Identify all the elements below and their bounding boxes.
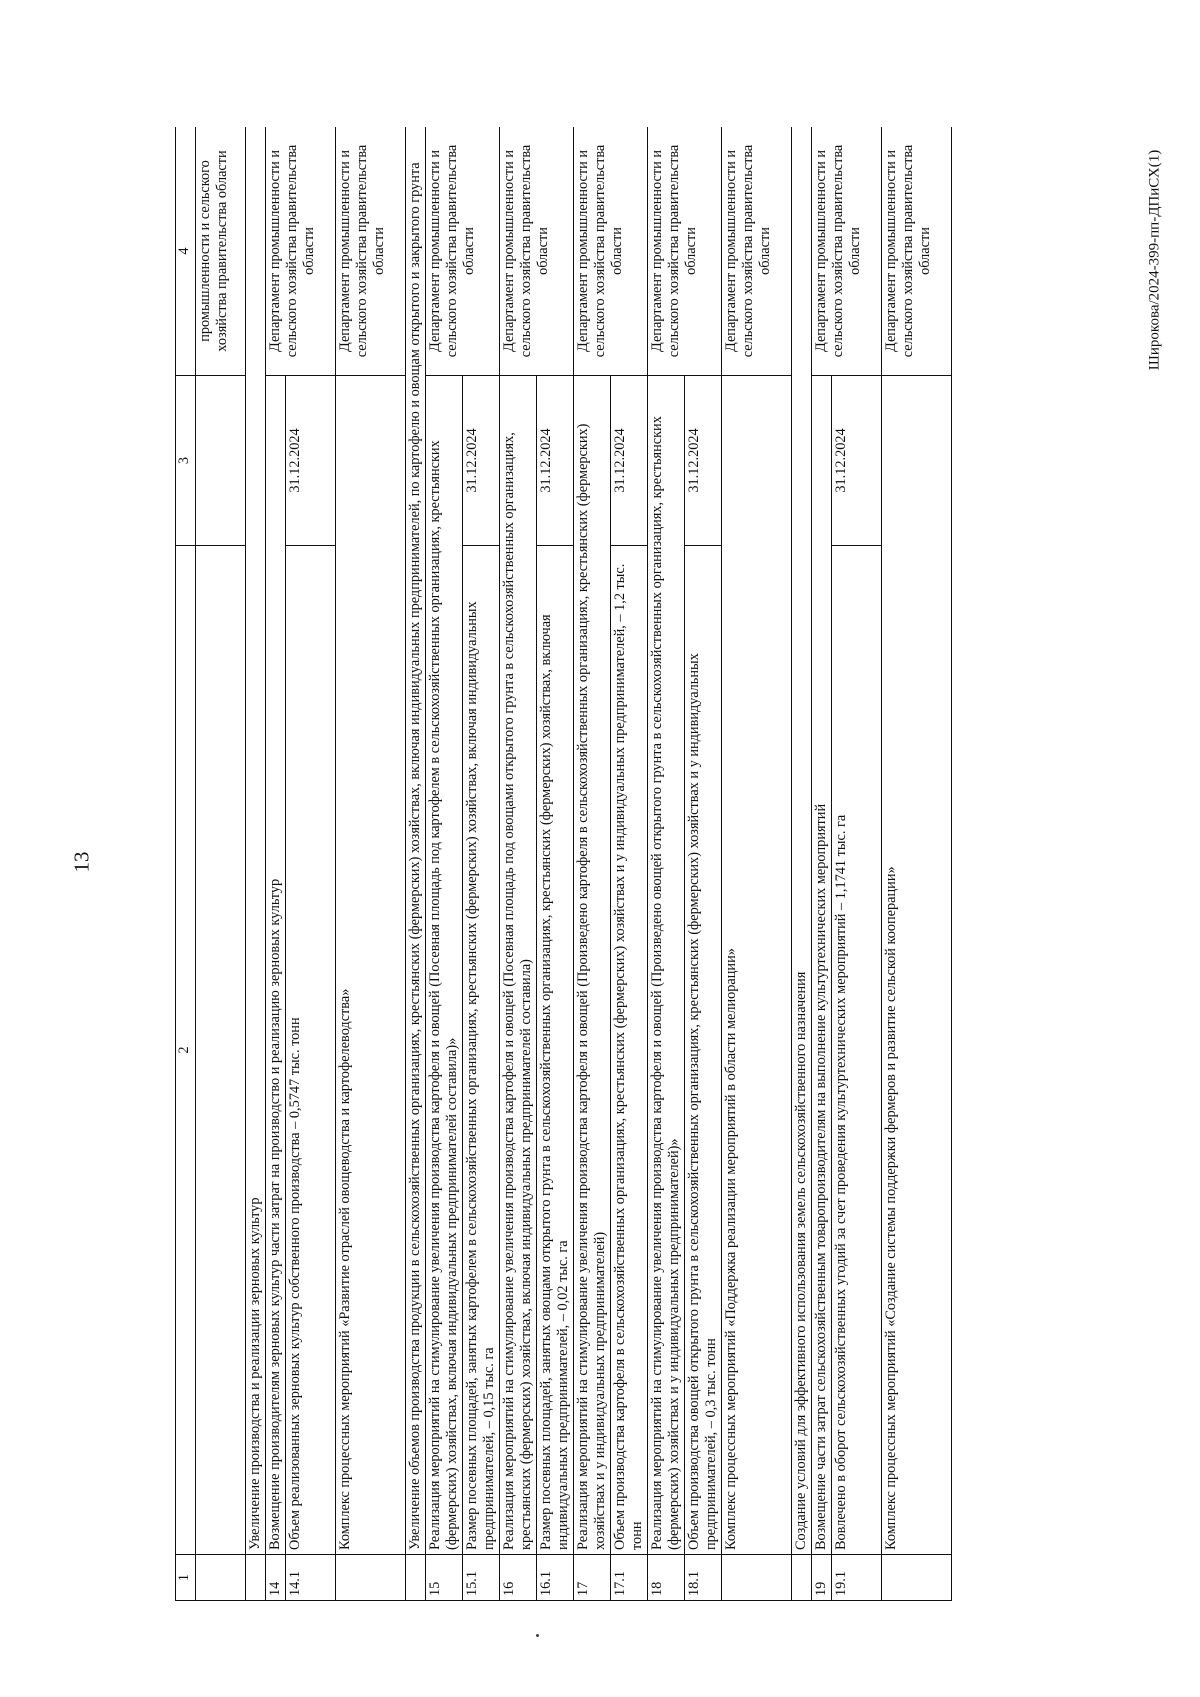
row-number: 15 [426, 1555, 463, 1601]
complex-row-1 [336, 127, 406, 1601]
section-title: Создание условий для эффективного использования земель сельскохозяйственного назначения [792, 127, 812, 1555]
document-code: Широкова/2024-399-пп-ДПиСХ(1) [1146, 149, 1163, 371]
row-text: Размер посевных площадей, занятых овощами открытого грунта в сельскохозяйственных организациях, крестьянских (фермерских) хозяйствах, включая индивидуальных предпринимателей, – 0,02 тыс. га [537, 546, 574, 1555]
deadline-date: 31.12.2024 [537, 376, 574, 546]
rotated-table-container [175, 127, 1120, 1601]
row-number: 15.1 [463, 1555, 500, 1601]
deadline-date: 31.12.2024 [286, 376, 336, 546]
responsible-cell: Департамент промышленности и сельского хозяйства правительства области [648, 127, 722, 376]
responsible-cell: Департамент промышленности и сельского хозяйства правительства области [812, 127, 882, 376]
responsible-cell: Департамент промышленности и сельского хозяйства правительства области [722, 127, 792, 376]
row-number: 14 [266, 1555, 286, 1601]
responsible-cell: Департамент промышленности и сельского хозяйства правительства области [426, 127, 500, 376]
header-col-2: 2 [176, 546, 196, 1555]
row-number: 18 [648, 1555, 685, 1601]
row-text: Реализация мероприятий на стимулирование увеличения производства картофеля и овощей (Посевная площадь под овощами открытого грунта в сельскохозяйственных организациях, крестьянских (фермерских) хозяйствах, включая индивидуальных предпринимателей составила) [500, 376, 537, 1555]
header-col-4: 4 [176, 127, 196, 376]
table-row-16 [500, 127, 537, 1601]
page-number: 13 [69, 851, 94, 873]
row-number: 19.1 [832, 1555, 882, 1601]
deadline-date: 31.12.2024 [611, 376, 648, 546]
row-number: 17 [574, 1555, 611, 1601]
table-row-18 [648, 127, 685, 1601]
section-row-14 [246, 127, 266, 1601]
table-row-14 [266, 127, 286, 1601]
header-row [176, 127, 196, 1601]
row-text: Реализация мероприятий на стимулирование увеличения производства картофеля и овощей (Произведено овощей открытого грунта в сельскохозяйственных организациях, крестьянских (фермерских) хозяйствах и у индивидуальных предпринимателей)» [648, 376, 685, 1555]
row-text: Размер посевных площадей, занятых картофелем в сельскохозяйственных организациях, крестьянских (фермерских) хозяйствах, включая индивидуальных предпринимателей, – 0,15 тыс. га [463, 546, 500, 1555]
table-row-15 [426, 127, 463, 1601]
complex-title: Комплекс процессных мероприятий «Развитие отраслей овощеводства и картофелеводства» [336, 376, 406, 1555]
row-text: Реализация мероприятий на стимулирование увеличения производства картофеля и овощей (Произведено картофеля в сельскохозяйственных организациях, крестьянских (фермерских) хозяйствах и у индивидуальных предпринимателей) [574, 376, 611, 1555]
responsible-cell: Департамент промышленности и сельского хозяйства правительства области [574, 127, 648, 376]
header-col-3: 3 [176, 376, 196, 546]
row-number: 16 [500, 1555, 537, 1601]
row-text: Реализация мероприятий на стимулирование увеличения производства картофеля и овощей (Посевная площадь под картофелем в сельскохозяйственных организациях, крестьянских (фермерских) хозяйствах, включая индивидуальных предпринимателей составила)» [426, 376, 463, 1555]
row-number: 16.1 [537, 1555, 574, 1601]
deadline-date: 31.12.2024 [463, 376, 500, 546]
complex-row-3 [882, 127, 952, 1601]
header-col-1: 1 [176, 1555, 196, 1601]
row-text: Объем реализованных зерновых культур собственного производства – 0,5747 тыс. тонн [286, 546, 336, 1555]
section-title: Увеличение производства и реализации зерновых культур [246, 127, 266, 1555]
section-row-15 [406, 127, 426, 1601]
responsible-cell: Департамент промышленности и сельского хозяйства правительства области [882, 127, 952, 376]
scan-speck [536, 1634, 539, 1637]
complex-title: Комплекс процессных мероприятий «Поддержка реализации мероприятий в области мелиорации» [722, 376, 792, 1555]
responsible-cell: Департамент промышленности и сельского хозяйства правительства области [336, 127, 406, 376]
complex-row-2 [722, 127, 792, 1601]
row-number: 19 [812, 1555, 832, 1601]
row-number: 18.1 [685, 1555, 722, 1601]
complex-title: Комплекс процессных мероприятий «Создание системы поддержки фермеров и развитие сельской кооперации» [882, 376, 952, 1555]
row-number: 17.1 [611, 1555, 648, 1601]
row-text: Объем производства картофеля в сельскохозяйственных организациях, крестьянских (фермерских) хозяйствах и у индивидуальных предпринимателей, – 1,2 тыс. тонн [611, 546, 648, 1555]
section-row-19 [792, 127, 812, 1601]
row-text: Возмещение производителям зерновых культур части затрат на производство и реализацию зерновых культур [266, 376, 286, 1555]
table-row-17 [574, 127, 611, 1601]
section-title: Увеличение объемов производства продукции в сельскохозяйственных организациях, крестьянских (фермерских) хозяйствах, включая индивидуальных предпринимателей, по картофелю и овощам открытого и закрытого грунта [406, 127, 426, 1555]
responsible-cell: Департамент промышленности и сельского хозяйства правительства области [266, 127, 336, 376]
table-row-continuation [196, 127, 246, 1601]
row-text: Объем производства овощей открытого грунта в сельскохозяйственных организациях, крестьянских (фермерских) хозяйствах и у индивидуальных предпринимателей, – 0,3 тыс. тонн [685, 546, 722, 1555]
measures-table [175, 127, 952, 1601]
responsible-cell: Департамент промышленности и сельского хозяйства правительства области [500, 127, 574, 376]
deadline-date: 31.12.2024 [832, 376, 882, 546]
deadline-date: 31.12.2024 [685, 376, 722, 546]
row-text: Вовлечено в оборот сельскохозяйственных угодий за счет проведения культуртехнических мероприятий – 1,1741 тыс. га [832, 546, 882, 1555]
table-row-19 [812, 127, 832, 1601]
responsible-cell: промышленности и сельского хозяйства правительства области [196, 127, 246, 376]
row-text: Возмещение части затрат сельскохозяйственным товаропроизводителям на выполнение культуртехнических мероприятий [812, 376, 832, 1555]
row-number: 14.1 [286, 1555, 336, 1601]
table-frame [175, 127, 1120, 1601]
